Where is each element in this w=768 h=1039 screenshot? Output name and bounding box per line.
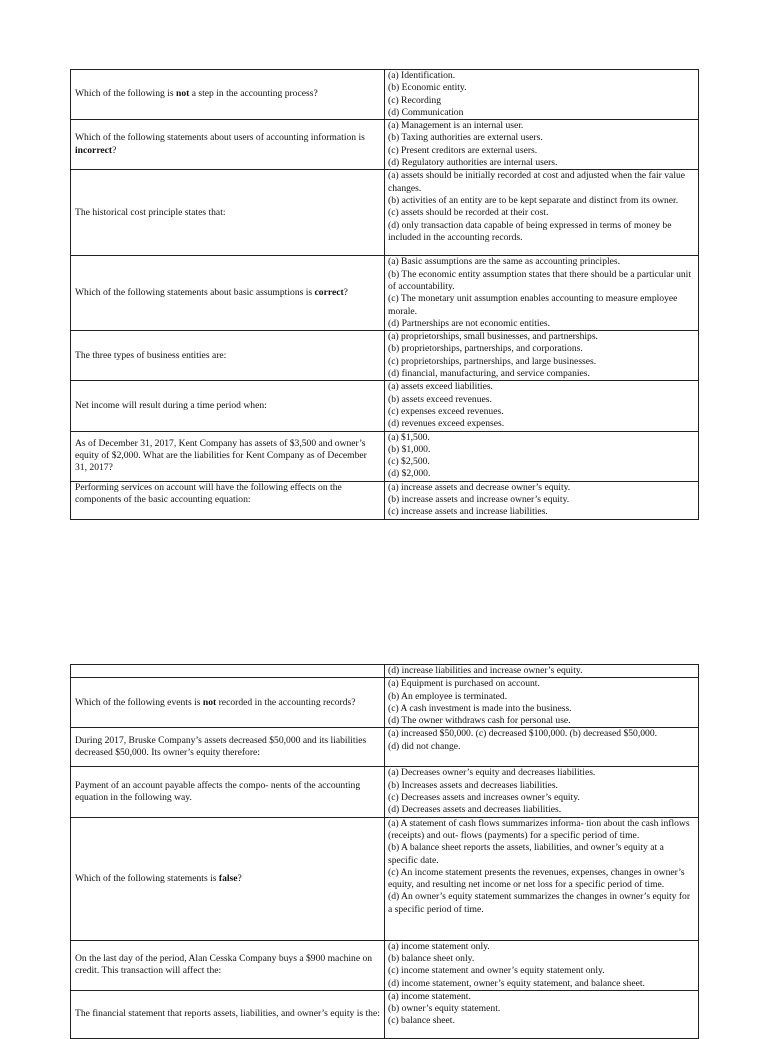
answer-option: (a) increase assets and decrease owner’s equity. xyxy=(388,481,571,493)
table-row xyxy=(71,70,699,120)
quiz-table-1 xyxy=(70,69,699,520)
table-row xyxy=(71,678,699,728)
answer-option: (c) assets should be recorded at their cost. xyxy=(388,207,549,219)
answer-options-cell xyxy=(385,120,699,170)
table-row xyxy=(71,170,699,256)
answer-option: (a) Basic assumptions are the same as accounting principles. xyxy=(388,256,621,268)
answer-option: (c) Present creditors are external users. xyxy=(388,144,538,156)
question-cell: Which of the following events is not recorded in the accounting records? xyxy=(71,678,385,728)
answer-option: (b) Taxing authorities are external users. xyxy=(388,132,543,144)
answer-option: (c) $2,500. xyxy=(388,456,430,468)
question-cell: Which of the following statements about basic assumptions is correct? xyxy=(71,256,385,331)
answer-option: (b) owner’s equity statement. xyxy=(388,1003,501,1015)
answer-option: (d) did not change. xyxy=(388,740,461,752)
answer-options-cell xyxy=(385,665,699,678)
question-cell: The historical cost principle states that: xyxy=(71,170,385,256)
answer-option: (b) balance sheet only. xyxy=(388,952,475,964)
answer-options-cell xyxy=(385,678,699,728)
question-cell: As of December 31, 2017, Kent Company has assets of $3,500 and owner’s equity of $2,000. What are the liabilities for Kent Company as of December 31, 2017? xyxy=(71,431,385,481)
question-cell: Net income will result during a time period when: xyxy=(71,381,385,431)
answer-option: (a) Equipment is purchased on account. xyxy=(388,678,540,690)
answer-option: (b) proprietorships, partnerships, and corporations. xyxy=(388,343,583,355)
answer-options-cell xyxy=(385,767,699,817)
question-cell: Which of the following is not a step in the accounting process? xyxy=(71,70,385,120)
answer-option: (c) The monetary unit assumption enables accounting to measure employee morale. xyxy=(388,293,678,317)
answer-option: (d) only transaction data capable of being expressed in terms of money be included in the accounting records. xyxy=(388,219,672,243)
answer-options-cell xyxy=(385,990,699,1038)
answer-options-cell xyxy=(385,481,699,519)
answer-option: (a) increased $50,000. (c) decreased $100,000. (b) decreased $50,000. xyxy=(388,728,658,740)
question-cell xyxy=(71,665,385,678)
answer-option: (c) Decreases assets and increases owner’s equity. xyxy=(388,792,580,804)
answer-option: (a) assets should be initially recorded at cost and adjusted when the fair value changes. xyxy=(388,170,686,194)
answer-options-cell xyxy=(385,817,699,940)
answer-option: (d) Decreases assets and decreases liabilities. xyxy=(388,804,562,816)
quiz-table-2 xyxy=(70,664,699,1039)
table-row xyxy=(71,256,699,331)
table-row xyxy=(71,940,699,990)
question-cell: Performing services on account will have the following effects on the components of the basic accounting equation: xyxy=(71,481,385,519)
question-cell: On the last day of the period, Alan Cesska Company buys a $900 machine on credit. This transaction will affect the: xyxy=(71,940,385,990)
answer-option: (c) An income statement presents the revenues, expenses, changes in owner’s equity, and resulting net income or net loss for a specific period of time. xyxy=(388,866,685,891)
answer-option: (d) Communication xyxy=(388,106,464,118)
answer-option: (b) Increases assets and decreases liabilities. xyxy=(388,779,558,791)
answer-option: (b) The economic entity assumption states that there should be a particular unit of accountability. xyxy=(388,268,692,292)
answer-option: (d) Regulatory authorities are internal users. xyxy=(388,157,558,169)
table-row xyxy=(71,381,699,431)
answer-options-cell xyxy=(385,381,699,431)
answer-option: (a) Decreases owner’s equity and decreases liabilities. xyxy=(388,767,596,779)
answer-option: (a) income statement. xyxy=(388,990,471,1002)
table-row xyxy=(71,331,699,381)
table-row xyxy=(71,120,699,170)
table-row xyxy=(71,767,699,817)
question-cell: Which of the following statements about users of accounting information is incorrect? xyxy=(71,120,385,170)
answer-option: (b) An employee is terminated. xyxy=(388,690,508,702)
answer-option: (a) $1,500. xyxy=(388,431,430,443)
answer-option: (a) assets exceed liabilities. xyxy=(388,381,493,393)
answer-option: (d) increase liabilities and increase owner’s equity. xyxy=(388,665,583,676)
question-cell: During 2017, Bruske Company’s assets decreased $50,000 and its liabilities decreased $50,000. Its owner’s equity therefore: xyxy=(71,728,385,767)
answer-option: (d) An owner’s equity statement summarizes the changes in owner’s equity for a specific period of time. xyxy=(388,891,691,915)
table-row xyxy=(71,665,699,678)
answer-option: (a) A statement of cash flows summarizes informa- tion about the cash inflows (receipts) and out- flows (payments) for a specific period of time. xyxy=(388,817,690,841)
answer-option: (c) balance sheet. xyxy=(388,1015,455,1027)
answer-option: (b) Economic entity. xyxy=(388,82,467,94)
question-cell: The three types of business entities are: xyxy=(71,331,385,381)
answer-option: (c) increase assets and increase liabilities. xyxy=(388,506,548,518)
table-row xyxy=(71,481,699,519)
answer-options-cell xyxy=(385,70,699,120)
answer-options-cell xyxy=(385,431,699,481)
answer-option: (a) proprietorships, small businesses, and partnerships. xyxy=(388,331,598,343)
table-row xyxy=(71,990,699,1038)
question-cell: Payment of an account payable affects the compo- nents of the accounting equation in the following way. xyxy=(71,767,385,817)
answer-options-cell xyxy=(385,940,699,990)
answer-option: (d) Partnerships are not economic entities. xyxy=(388,317,550,329)
answer-option: (a) income statement only. xyxy=(388,940,490,952)
answer-option: (c) proprietorships, partnerships, and large businesses. xyxy=(388,355,597,367)
answer-option: (b) $1,000. xyxy=(388,443,431,455)
answer-option: (a) Identification. xyxy=(388,70,456,81)
answer-option: (c) expenses exceed revenues. xyxy=(388,405,504,417)
table-row xyxy=(71,817,699,940)
answer-options-cell xyxy=(385,170,699,256)
answer-option: (d) The owner withdraws cash for personal use. xyxy=(388,715,571,727)
table-row xyxy=(71,431,699,481)
answer-option: (c) A cash investment is made into the business. xyxy=(388,702,572,714)
answer-option: (b) A balance sheet reports the assets, liabilities, and owner’s equity at a specific date. xyxy=(388,842,664,866)
answer-options-cell xyxy=(385,728,699,767)
answer-option: (c) income statement and owner’s equity statement only. xyxy=(388,965,605,977)
answer-option: (b) increase assets and increase owner’s equity. xyxy=(388,494,570,506)
question-cell: The financial statement that reports assets, liabilities, and owner’s equity is the: xyxy=(71,990,385,1038)
answer-option: (a) Management is an internal user. xyxy=(388,120,524,132)
answer-option: (d) $2,000. xyxy=(388,468,431,480)
answer-option: (b) assets exceed revenues. xyxy=(388,393,492,405)
answer-option: (c) Recording xyxy=(388,94,442,106)
answer-option: (d) financial, manufacturing, and service companies. xyxy=(388,368,590,380)
answer-options-cell xyxy=(385,331,699,381)
answer-option: (b) activities of an entity are to be kept separate and distinct from its owner. xyxy=(388,194,679,206)
table-row xyxy=(71,728,699,767)
answer-option: (d) income statement, owner’s equity statement, and balance sheet. xyxy=(388,977,645,989)
answer-option: (d) revenues exceed expenses. xyxy=(388,418,505,430)
answer-options-cell xyxy=(385,256,699,331)
question-cell: Which of the following statements is false? xyxy=(71,817,385,940)
